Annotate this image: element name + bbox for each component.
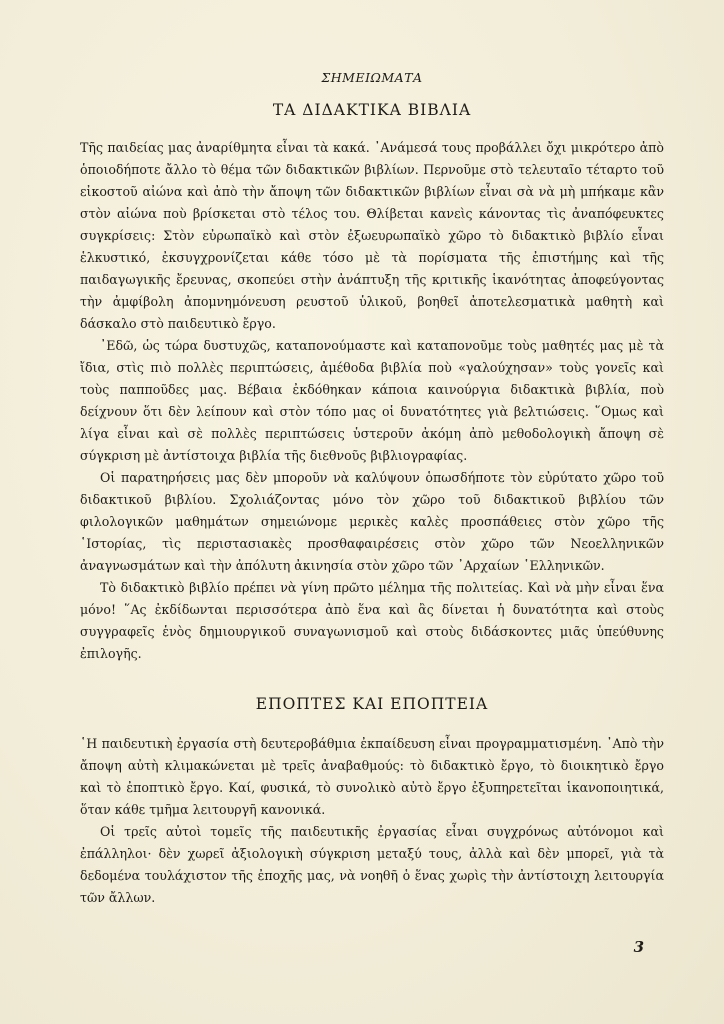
page-content bbox=[80, 70, 664, 909]
paragraph: Οἱ παρατηρήσεις μας δὲν μποροῦν νὰ καλύψουν ὁπωσδήποτε τὸν εὐρύτατο χῶρο τοῦ διδακτικοῦ βιβλίου. Σχολιάζοντας μόνο τὸν χῶρο τοῦ διδακτικοῦ βιβλίου τῶν φιλολογικῶν μαθημάτων σημειώνομε μερικὲς καλὲς προσπάθειες στὸν χῶρο τῆς ῾Ιστορίας, τὶς περιστασιακὲς προσθαφαιρέσεις στὸν χῶρο τῶν Νεοελληνικῶν ἀναγνωσμάτων καὶ τὴν ἀπόλυτη ἀκινησία στὸν χῶρο τῶν ᾿Αρχαίων ῾Ελληνικῶν. bbox=[80, 470, 664, 573]
article-title-textbooks: ΤΑ ΔΙΔΑΚΤΙΚΑ ΒΙΒΛΙΑ bbox=[272, 101, 472, 119]
paragraph: Τῆς παιδείας μας ἀναρίθμητα εἶναι τὰ κακά. ᾿Ανάμεσά τους προβάλλει ὄχι μικρότερο ἀπὸ ὁποιοδήποτε ἄλλο τὸ θέμα τῶν διδακτικῶν βιβλίων. Περνοῦμε στὸ τελευταῖο τέταρτο τοῦ εἰκοστοῦ αἰώνα καὶ ἀπὸ τὴν ἄποψη τῶν διδακτικῶν βιβλίων εἶναι σὰ νὰ μὴ μπήκαμε κἂν στὸν αἰώνα ποὺ βρίσκεται στὸ τέλος του. Θλίβεται κανεὶς κάνοντας τὶς ἀναπόφευκτες συγκρίσεις: Στὸν εὐρωπαϊκὸ καὶ στὸν ἐξωευρωπαϊκὸ χῶρο τὸ διδακτικὸ βιβλίο εἶναι ἑλκυστικό, ἐκσυγχρονίζεται κάθε τόσο μὲ τὰ πορίσματα τῆς ἐπιστήμης καὶ τῆς παιδαγωγικῆς ἔρευνας, σκοπεύει στὴν ἀνάπτυξη τῆς κριτικῆς ἱκανότητας ἀποφεύγοντας τὴν ἀμφίβολη ἀπομνημόνευση ρευστοῦ ὑλικοῦ, βοηθεῖ ἀποτελεσματικὰ μαθητὴ καὶ δάσκαλο στὸ παιδευτικὸ ἔργο. bbox=[80, 140, 664, 331]
paragraph: Οἱ τρεῖς αὐτοὶ τομεῖς τῆς παιδευτικῆς ἐργασίας εἶναι συγχρόνως αὐτόνομοι καὶ ἐπάλληλοι· δὲν χωρεῖ ἀξιολογικὴ σύγκριση μεταξύ τους, ἀλλὰ καὶ δὲν μπορεῖ, γιὰ τὰ δεδομένα τουλάχιστον τῆς ἐποχῆς μας, νὰ νοηθῆ ὁ ἕνας χωρὶς τὴν ἀντίστοιχη λειτουργία τῶν ἄλλων. bbox=[80, 824, 664, 905]
section-kicker: ΣΗΜΕΙΩΜΑΤΑ bbox=[321, 70, 423, 85]
article-title-inspectors: ΕΠΟΠΤΕΣ ΚΑΙ ΕΠΟΠΤΕΙΑ bbox=[255, 695, 489, 713]
paragraph: ᾿Εδῶ, ὡς τώρα δυστυχῶς, καταπονούμαστε καὶ καταπονοῦμε τοὺς μαθητές μας μὲ τὰ ἴδια, στὶς πιὸ πολλὲς περιπτώσεις, ἀμέθοδα βιβλία ποὺ «γαλούχησαν» τοὺς γονεῖς καὶ τοὺς παπποῦδες μας. Βέβαια ἐκδόθηκαν κάποια καινούργια διδακτικὰ βιβλία, ποὺ δείχνουν ὅτι δὲν λείπουν καὶ στὸν τόπο μας οἱ δυνατότητες γιὰ βελτιώσεις. ῞Ομως καὶ λίγα εἶναι καὶ σὲ πολλὲς περιπτώσεις ὑστεροῦν ἀκόμη ἀπὸ μεθοδολογικὴ ἄποψη σὲ σύγκριση μὲ ἀντίστοιχα βιβλία τῆς διεθνοῦς βιβλιογραφίας. bbox=[80, 338, 664, 463]
paragraph: ῾Η παιδευτικὴ ἐργασία στὴ δευτεροβάθμια ἐκπαίδευση εἶναι προγραμματισμένη. ᾿Απὸ τὴν ἄποψη αὐτὴ κλιμακώνεται μὲ τρεῖς ἀναβαθμούς: τὸ διδακτικὸ ἔργο, τὸ διοικητικὸ ἔργο καὶ τὸ ἐποπτικὸ ἔργο. Καί, φυσικά, τὸ συνολικὸ αὐτὸ ἔργο ἐξυπηρετεῖται ἱκανοποιητικά, ὅταν κάθε τμῆμα λειτουργῆ κανονικά. bbox=[80, 736, 664, 817]
page-number: 3 bbox=[633, 938, 644, 956]
paragraph: Τὸ διδακτικὸ βιβλίο πρέπει νὰ γίνη πρῶτο μέλημα τῆς πολιτείας. Καὶ νὰ μὴν εἶναι ἕνα μόνο! ῞Ας ἐκδίδωνται περισσότερα ἀπὸ ἕνα καὶ ἂς δίνεται ἡ δυνατότητα καὶ στοὺς συγγραφεῖς ἑνὸς δημιουργικοῦ συναγωνισμοῦ καὶ στοὺς διδάσκοντες μιᾶς ὑπεύθυνης ἐπιλογῆς. bbox=[80, 580, 664, 661]
